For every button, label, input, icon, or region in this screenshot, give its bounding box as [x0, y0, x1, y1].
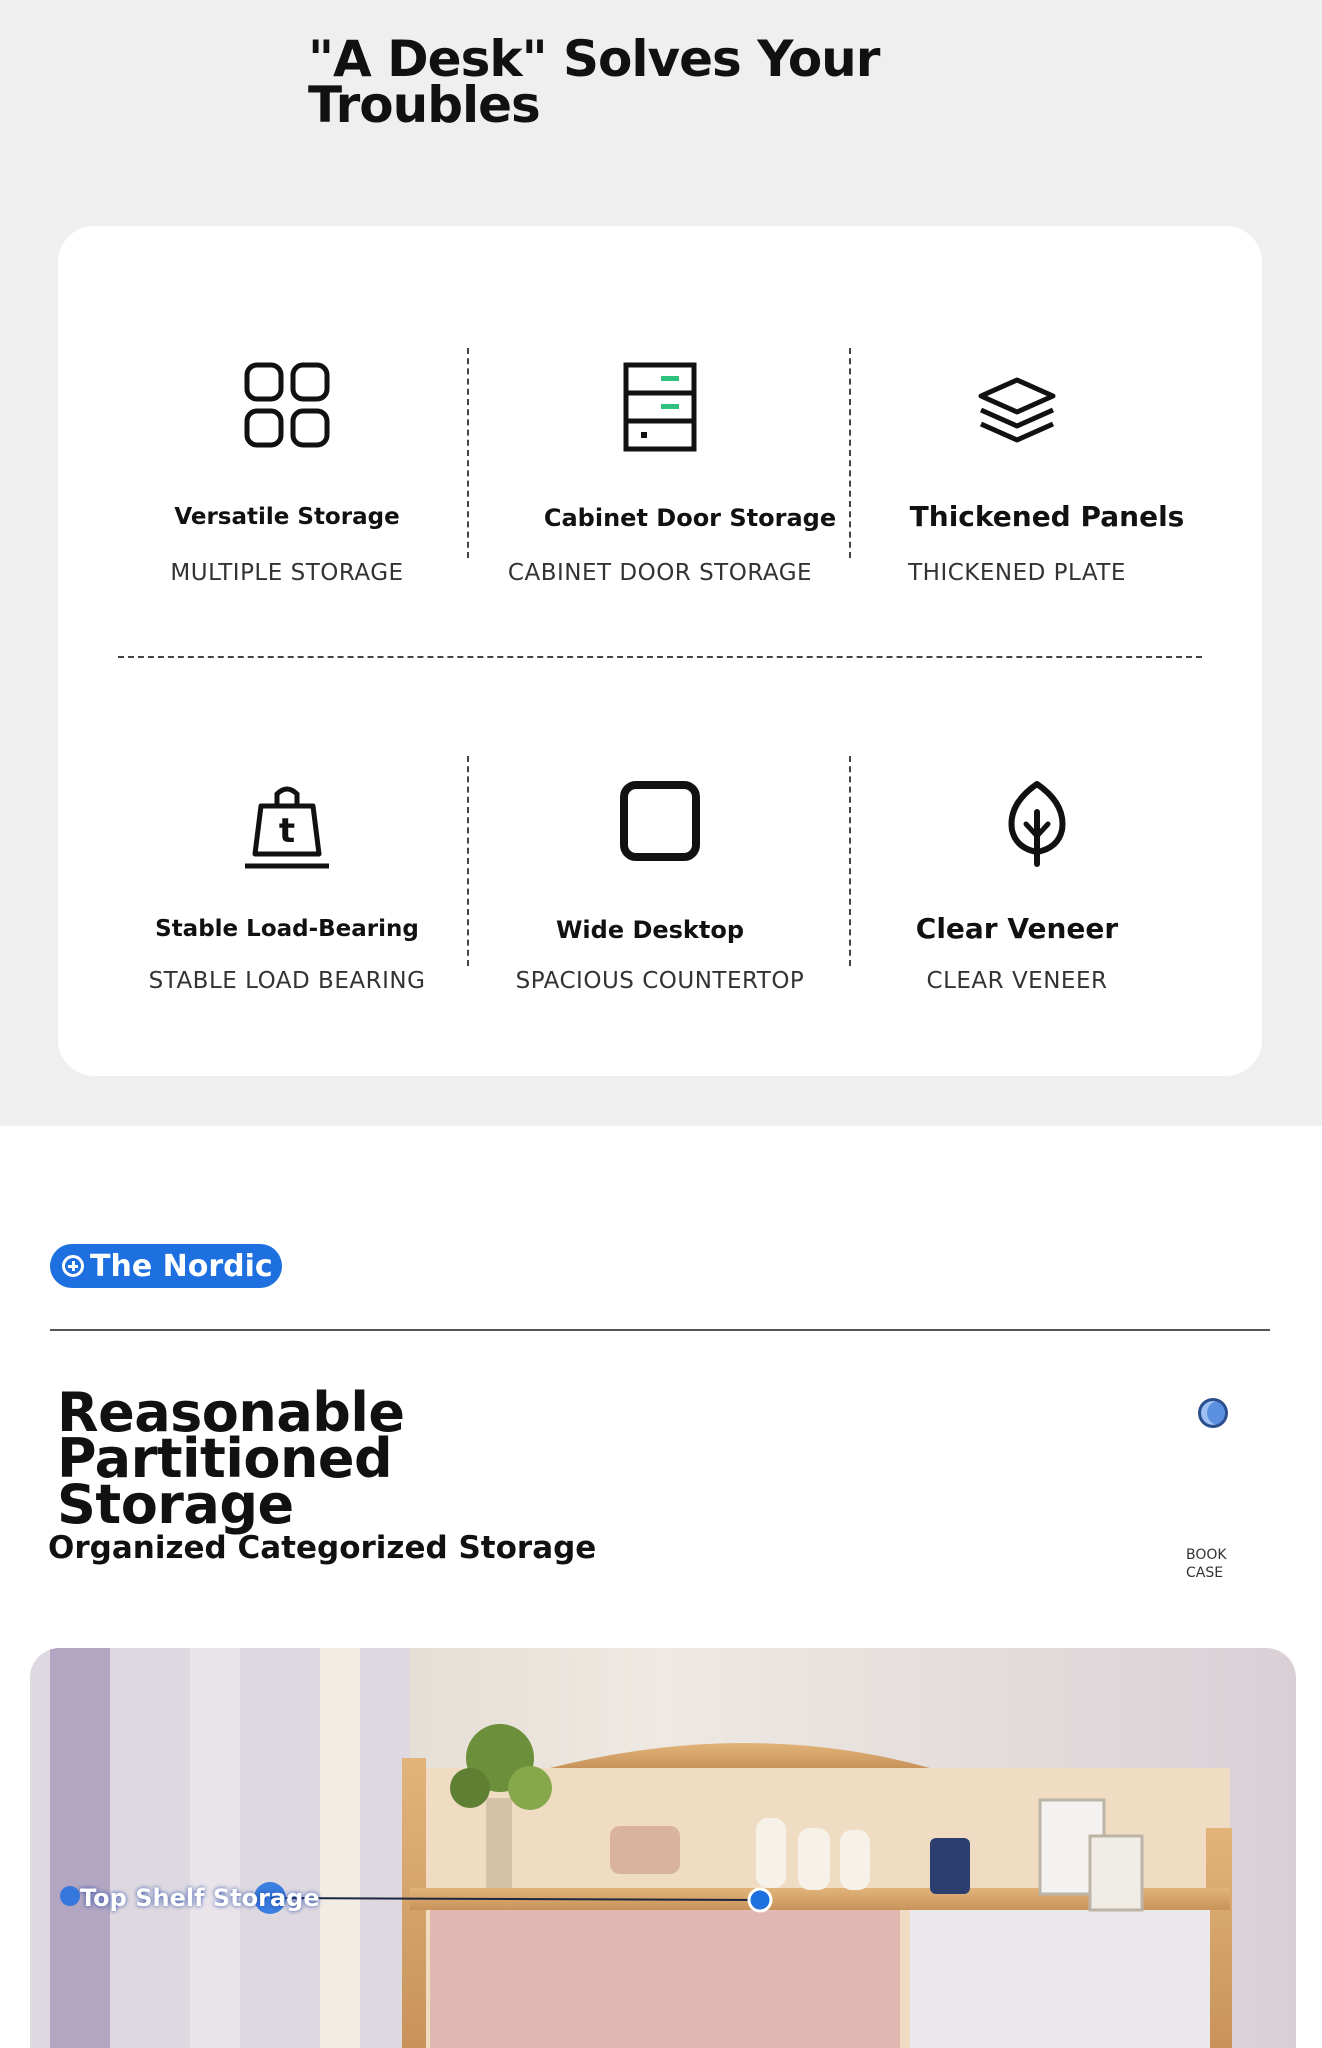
layers-icon [977, 376, 1057, 446]
feature-title: Wide Desktop [555, 916, 745, 944]
bookcase-label-line1: BOOK [1186, 1547, 1227, 1563]
desk-illustration [30, 1648, 1296, 2048]
badge-label: The Nordic [90, 1248, 273, 1284]
divider-horizontal [118, 656, 1202, 658]
svg-text:t: t [278, 811, 296, 851]
section-title-line2: Storage [57, 1473, 294, 1536]
feature-subtitle: MULTIPLE STORAGE [170, 560, 404, 586]
bookcase-label [1186, 1546, 1234, 1582]
leaf-icon [1002, 778, 1072, 868]
feature-versatile-storage [97, 226, 477, 656]
hotspot-top-shelf-label[interactable]: Top Shelf Storage [80, 1884, 320, 1912]
toggle-dot-icon[interactable] [1198, 1398, 1228, 1428]
feature-stable-load-bearing [97, 666, 477, 1076]
section-title [57, 1381, 757, 1536]
plus-circle-icon [62, 1255, 84, 1277]
feature-subtitle: SPACIOUS COUNTERTOP [515, 968, 805, 994]
feature-clear-veneer [827, 666, 1207, 1076]
section-divider [50, 1329, 1270, 1331]
hero-title [308, 30, 1028, 134]
feature-title: Thickened Panels [909, 500, 1185, 533]
weight-icon [241, 778, 333, 870]
feature-thickened-panels [827, 226, 1207, 656]
features-card [58, 226, 1262, 1076]
square-icon [619, 780, 701, 862]
section-subtitle: Organized Categorized Storage [48, 1530, 597, 1566]
nordic-badge[interactable] [50, 1244, 282, 1288]
hero-title-line1: "A Desk" Solves Your [308, 30, 880, 88]
feature-wide-desktop [470, 666, 850, 1076]
feature-title: Versatile Storage [174, 504, 400, 530]
feature-subtitle: STABLE LOAD BEARING [148, 968, 426, 994]
feature-cabinet-door-storage [470, 226, 850, 656]
product-photo [30, 1648, 1296, 2048]
feature-subtitle: CLEAR VENEER [926, 968, 1108, 994]
grid-four-icon [244, 362, 330, 448]
feature-title: Stable Load-Bearing [155, 916, 419, 942]
hero-title-line2: Troubles [308, 76, 540, 134]
bookcase-label-line2: CASE [1186, 1565, 1224, 1581]
section-title-line1: Reasonable Partitioned [57, 1381, 405, 1490]
cabinet-drawers-icon [623, 362, 697, 452]
feature-subtitle: THICKENED PLATE [908, 560, 1126, 586]
feature-subtitle: CABINET DOOR STORAGE [507, 560, 813, 586]
feature-title: Cabinet Door Storage [543, 504, 837, 532]
feature-title: Clear Veneer [915, 912, 1119, 945]
